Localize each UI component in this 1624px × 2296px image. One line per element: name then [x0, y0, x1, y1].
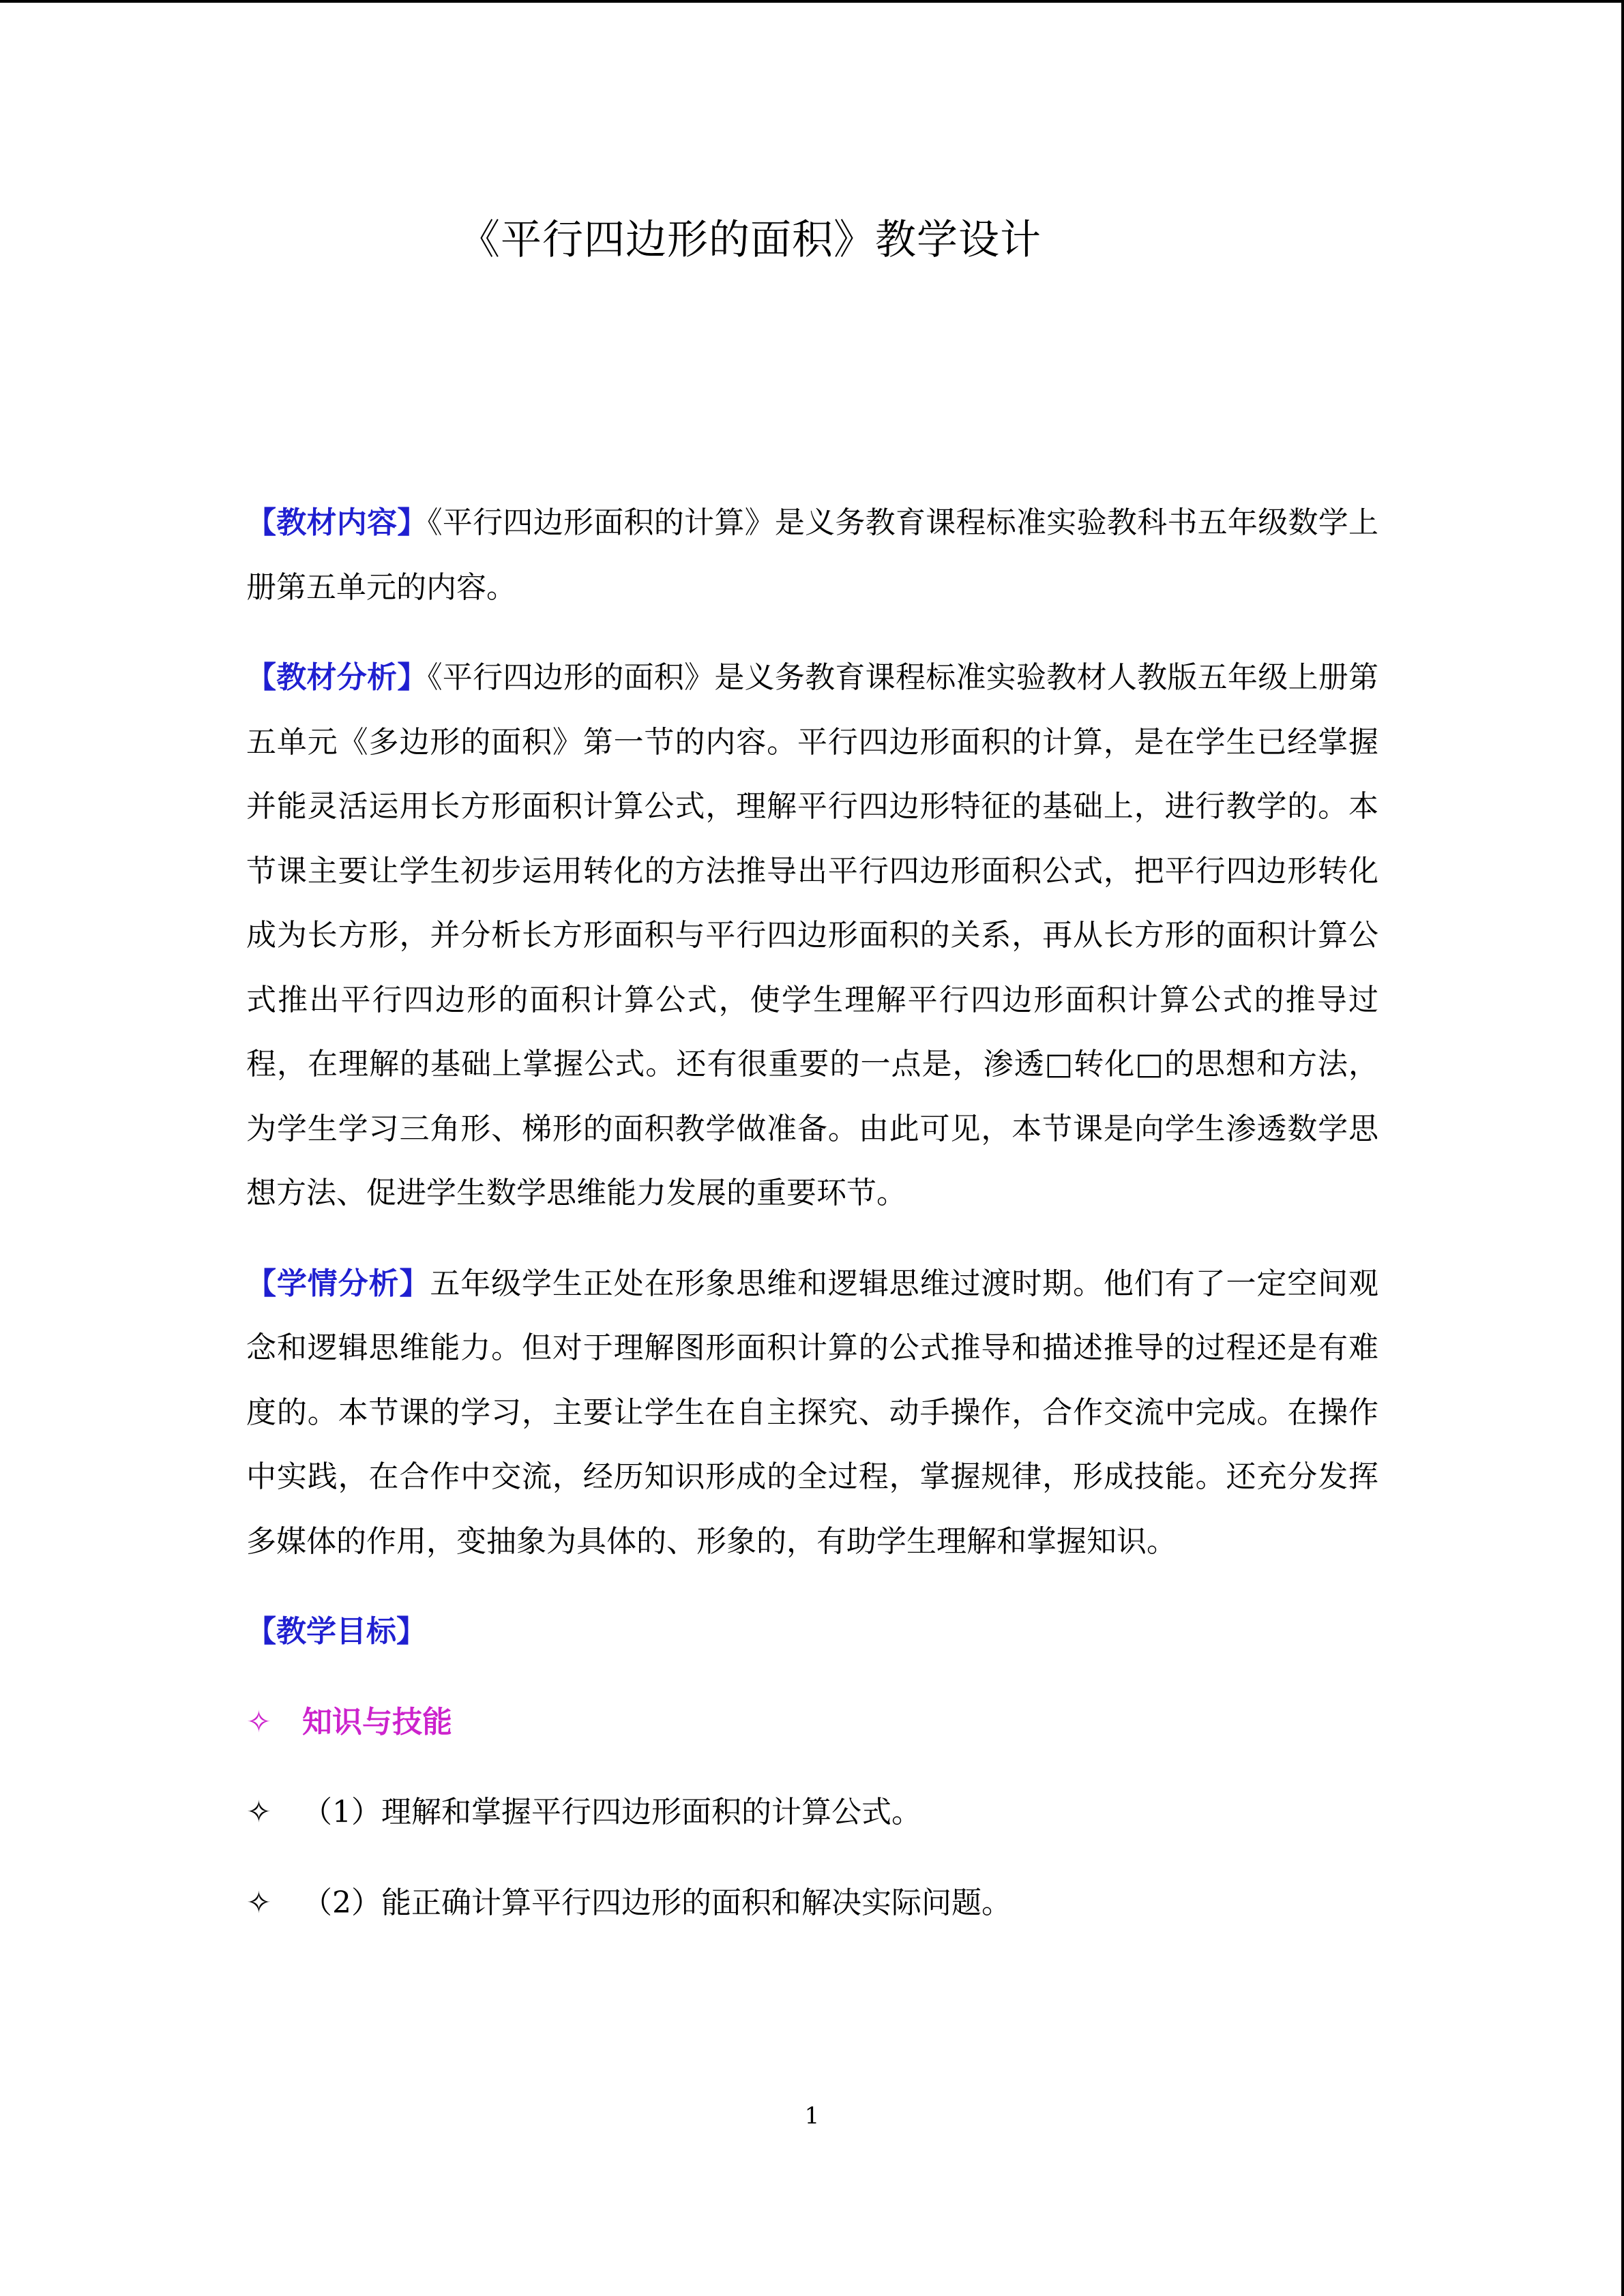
page-number: 1 — [804, 2102, 820, 2130]
goal-item-text: （2）能正确计算平行四边形的面积和解决实际问题。 — [302, 1885, 1012, 1920]
goal-item-text: （1）理解和掌握平行四边形面积的计算公式。 — [302, 1795, 921, 1830]
section-student-analysis — [246, 1252, 1378, 1575]
section-text-student-analysis: 五年级学生正处在形象思维和逻辑思维过渡时期。他们有了一定空间观念和逻辑思维能力。但对于理解图形面积计算的公式推导和描述推导的过程还是有难度的。本节课的学习，主要让学生在自主探究、动手操作，合作交流中完成。在操作中实践，在合作中交流，经历知识形成的全过程，掌握规律，形成技能。还充分发挥多媒体的作用，变抽象为具体的、形象的，有助学生理解和掌握知识。 — [246, 1266, 1379, 1559]
sparkle-bullet-icon: ✧ — [246, 1704, 271, 1740]
section-text-textbook-content: 《平行四边形面积的计算》是义务教育课程标准实验教科书五年级数学上册第五单元的内容。 — [246, 505, 1379, 605]
page-border-right — [1621, 0, 1624, 2296]
goals-subheading: 知识与技能 — [302, 1704, 452, 1740]
goal-item — [246, 1871, 1378, 1936]
section-label-teaching-goals: 【教学目标】 — [246, 1614, 426, 1649]
section-label-textbook-content: 【教材内容】 — [246, 505, 428, 540]
document-title: 《平行四边形的面积》教学设计 — [459, 216, 1042, 264]
section-label-student-analysis: 【学情分析】 — [246, 1266, 430, 1301]
goals-subheading-row — [246, 1690, 1378, 1755]
section-teaching-goals — [246, 1600, 1378, 1665]
section-textbook-content — [246, 491, 1378, 620]
goal-item — [246, 1780, 1378, 1845]
section-label-textbook-analysis: 【教材分析】 — [246, 660, 428, 695]
sparkle-bullet-icon: ✧ — [246, 1795, 271, 1830]
sparkle-bullet-icon: ✧ — [246, 1885, 271, 1920]
section-textbook-analysis — [246, 646, 1378, 1226]
section-text-textbook-analysis: 《平行四边形的面积》是义务教育课程标准实验教材人教版五年级上册第五单元《多边形的面积》第一节的内容。平行四边形面积的计算，是在学生已经掌握并能灵活运用长方形面积计算公式，理解平行四边形特征的基础上，进行教学的。本节课主要让学生初步运用转化的方法推导出平行四边形面积公式，把平行四边形转化成为长方形，并分析长方形面积与平行四边形面积的关系，再从长方形的面积计算公式推出平行四边形的面积计算公式，使学生理解平行四边形面积计算公式的推导过程，在理解的基础上掌握公式。还有很重要的一点是，渗透□转化□的思想和方法，为学生学习三角形、梯形的面积教学做准备。由此可见，本节课是向学生渗透数学思想方法、促进学生数学思维能力发展的重要环节。 — [246, 660, 1379, 1210]
document-body — [246, 491, 1378, 1961]
page-border-top — [0, 0, 1624, 3]
